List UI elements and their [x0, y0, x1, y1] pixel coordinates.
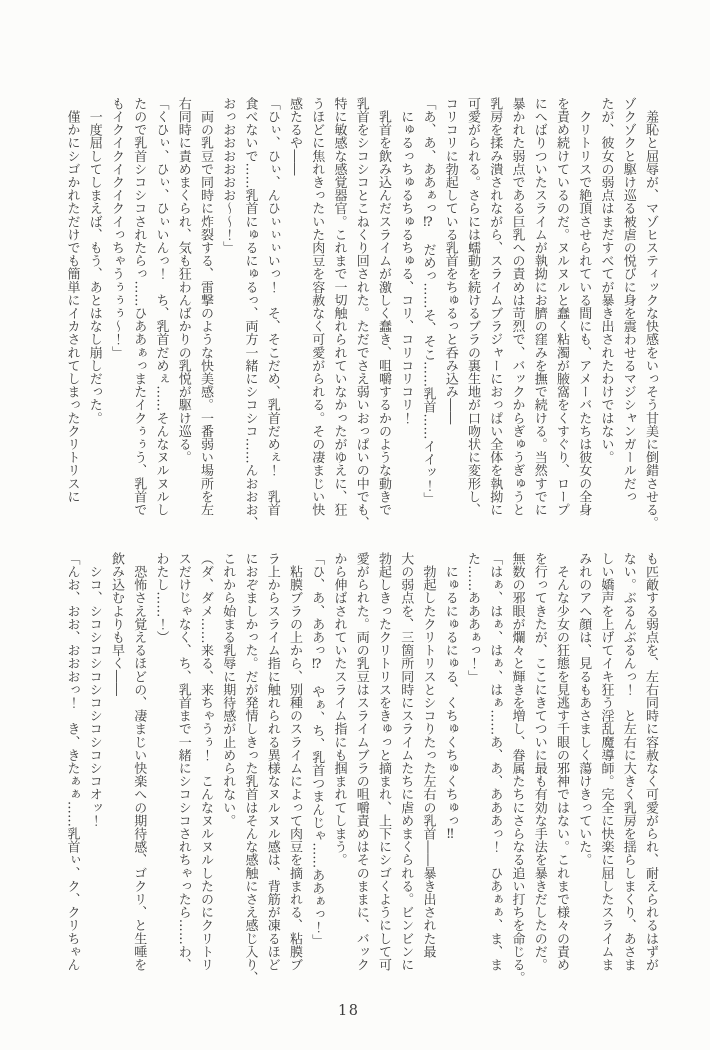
text-column: 「くひぃ、ひぃ、ひぃいんっ！ ち、乳首だめぇ……そんなヌルヌルし — [153, 97, 169, 517]
text-column: しい嬌声を上げてイキ狂う淫乱魔導師。完全に快楽に屈したスライムま — [598, 552, 614, 972]
text-column: 暴かれた弱点である巨乳への責めは苛烈で、バックからぎゅうぎゅうと — [509, 97, 525, 517]
text-column: ラ上からスライム指に触れられる異様なヌルヌル感は、背筋が凍るほど — [264, 552, 280, 972]
text-column: も匹敵する弱点を、左右同時に容赦なく可愛がられ、耐えられるはずが — [643, 552, 658, 972]
text-column: 粘膜ブラの上から、別種のスライムによって肉豆を摘まれる、粘膜ブ — [287, 552, 302, 972]
text-column: 勃起しきったクリトリスをきゅっと摘まれ、上下にシゴくようにして可 — [376, 552, 391, 972]
text-column: ない。ぶるんぶるんっ！ と左右に大きく乳房を揺らしまくり、あさま — [620, 552, 636, 972]
text-column: 愛がられた。両の乳豆はスライムブラの咀嚼責めはそのままに、バック — [353, 552, 369, 972]
text-column: にゅるっちゅるちゅるちゅる、コリ、コリコリコリ！ — [398, 97, 414, 425]
text-column: 乳首を飲み込んだスライムが激しく蠢き、咀嚼するかのような動きで — [376, 97, 391, 517]
text-column: を責め続けているのだ。ヌルヌルと蠢く粘濁が腋窩をくすぐり、ロープ — [554, 97, 569, 517]
text-column: 「んお、おお、おおおっ！ き、きたぁぁ……乳首ぃ、ク、クリちゃん — [64, 552, 80, 972]
text-column: 飲み込むよりも早く―― — [109, 552, 124, 697]
text-column: 右同時に責めまくられ、気も狂わんばかりの乳悦が駆け巡る。 — [175, 97, 191, 464]
text-column: たので乳首シコシコされたらっ……ひああぁっまたイクぅぅう、乳首で — [131, 97, 147, 517]
text-column: （ダ、ダメ……来る、来ちゃうぅ！ こんなヌルヌルしたのにクリトリ — [198, 552, 213, 972]
text-column: ゾクゾクと駆け巡る被虐の悦びに身を震わせるマジシャンガールだっ — [620, 97, 636, 504]
text-column: 僅かにシゴかれただけでも簡単にイカされてしまったクリトリスに — [64, 97, 80, 504]
text-column: 「ひぃ、ひぃ、んひぃぃぃいっ！ そ、そこだめ、乳首だめぇ！ 乳首 — [264, 97, 280, 517]
text-column: 感たるや―― — [287, 97, 302, 176]
text-column: クリトリスで絶頂させられている間にも、アメーバたちは彼女の全身 — [576, 97, 592, 517]
text-column: わたし……！） — [153, 552, 169, 644]
text-column: これから始まる乳辱に期待感が止められない。 — [220, 552, 236, 828]
text-column: 「ひ、あ、ああっ⁉ やぁ、ち、乳首つまんじゃ……ああぁっ！」 — [309, 552, 325, 947]
text-column: 乳房を揉み潰されながら、スライムブラジャーにおっぱい全体を執拗に — [487, 97, 503, 517]
text-column: うほどに焦れきったいた肉豆を容赦なく可愛がられる。その凄まじい快 — [309, 97, 325, 517]
text-column: 羞恥と屈辱が、マゾヒスティックな快感をいっそう甘美に倒錯させる。 — [643, 97, 658, 530]
text-column: コリコリに勃起している乳首をちゅるっと呑み込み―― — [442, 97, 458, 425]
text-column: 乳首をシコシコとこねくり回された。ただでさえ弱いおっぱいの中でも、 — [353, 97, 369, 530]
text-column: 特に敏感な感覚器官。これまで一切触れられていなかったがゆえに、狂 — [331, 97, 347, 517]
text-column: そんな少女の狂態を見逃す千眼の邪神ではない。これまで様々の責め — [554, 552, 569, 972]
text-column: た……あああぁっ！」 — [465, 552, 480, 683]
text-column: シコ、シコシコシコシコシコシコシコオッ！ — [86, 552, 102, 828]
page-number: 18 — [338, 1003, 360, 1019]
text-column: みれのアヘ顔は、見るもあさましく蕩けきっていた。 — [576, 552, 592, 867]
text-column: スだけじゃなく、ち、乳首まで一緒にシコシコされちゃったら……わ、 — [175, 552, 191, 972]
text-column: 大の弱点を、三箇所同時にスライムたちに虐めまくられる。ビンビンに — [398, 552, 414, 972]
text-column: 恐怖さえ覚えるほどの、凄まじい快楽への期待感、ゴクリ、と生唾を — [131, 552, 147, 972]
text-column: から伸ばされていたスライム指にも掴まれてしまう。 — [331, 552, 347, 867]
text-column: 食べないで……乳首にゅるにゅるっ、両方一緒にシコシコ……んおおお、 — [242, 97, 258, 530]
text-column: 「あ、あ、ああぁっ⁉ だめっ……そ、そこ……乳首……イイッ！」 — [420, 97, 436, 506]
text-column: 勃起したクリトリスとシコりたった左右の乳首――暴き出された最 — [420, 552, 436, 959]
text-column: を行ってきたが、ここにきてついに最も有効な手法を暴きだしたのだ。 — [531, 552, 547, 972]
text-column: もイクイクイクイクイっちゃうぅぅぅ〜！」 — [109, 97, 124, 359]
text-column: 一度屈してしまえば、もう、あとはなし崩しだった。 — [86, 97, 102, 425]
text-column: 「はぁ、はぁ、はぁ、はぁ……あ、あ、あああっ！ ひあぁぁ、ま、ま — [487, 552, 503, 972]
text-column: におぞましかった。だが発情しきった乳首はそんな感触にさえ感じ入り、 — [242, 552, 258, 985]
text-column: 可愛がられる。さらには蠕動を続けるブラの裏生地が口吻状に変形し、 — [465, 97, 480, 517]
text-column: 両の乳豆で同時に炸裂する、雷撃のような快美感。一番弱い場所を左 — [198, 97, 213, 517]
text-column: 無数の邪眼が爛々と輝きを増し、眷属たちにさらなる追い打ちを命じる。 — [509, 552, 525, 985]
text-column: たが、彼女の弱点はまだすべてが暴き出されたわけではない。 — [598, 97, 614, 464]
top-text-block — [60, 97, 661, 530]
text-column: にへばりついたスライムが執拗にお臍の窪みを撫で続ける。当然すでに — [531, 97, 547, 517]
bottom-text-block — [60, 552, 661, 985]
text-column: おっおおおおおお〜〜！」 — [220, 97, 236, 255]
text-column: にゅるにゅるにゅる、くちゅくちゅくちゅっ‼ — [442, 552, 458, 843]
